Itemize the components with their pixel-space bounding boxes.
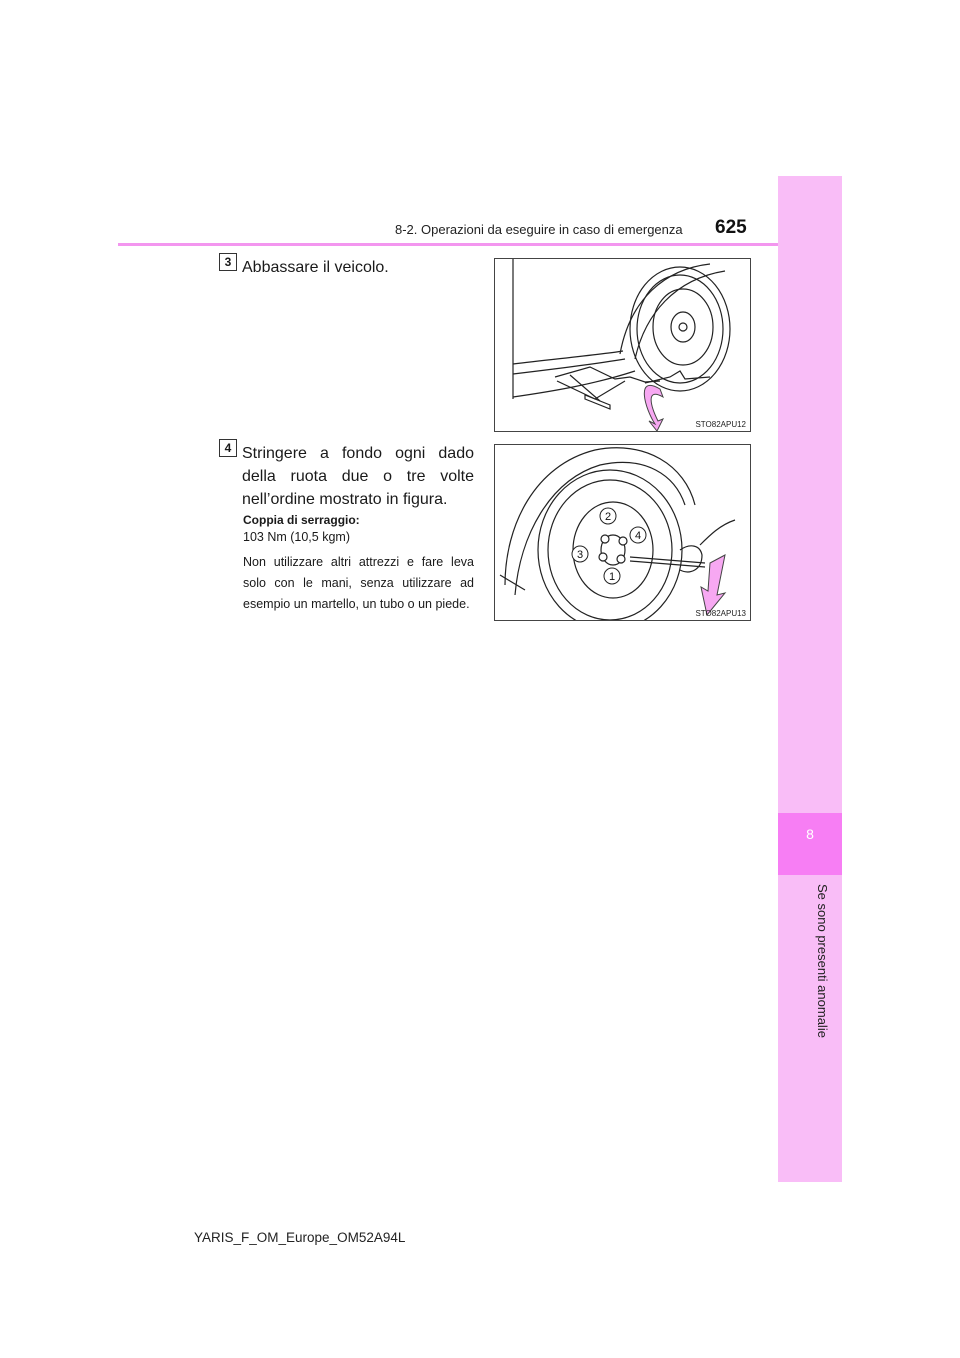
- page-number: 625: [715, 217, 747, 238]
- callout-1: 1: [608, 571, 616, 583]
- chapter-number: 8: [806, 826, 814, 842]
- downward-arrow-icon: [701, 555, 725, 615]
- chapter-label: Se sono presenti anomalie: [815, 884, 830, 1038]
- figure-tighten-nuts: [494, 444, 751, 621]
- callout-2: 2: [604, 511, 612, 523]
- figure-lower-vehicle: [494, 258, 751, 432]
- figure-code: STO82APU12: [695, 420, 746, 429]
- figure-code: STO82APU13: [695, 609, 746, 618]
- torque-value: 103 Nm (10,5 kgm): [243, 530, 350, 544]
- document-id: YARIS_F_OM_Europe_OM52A94L: [194, 1230, 406, 1245]
- wheel-nuts-illustration: [495, 445, 750, 620]
- step-number-4: 4: [219, 439, 237, 457]
- chapter-tab-active[interactable]: [778, 813, 842, 875]
- header-rule: [118, 243, 778, 246]
- step-number-3: 3: [219, 253, 237, 271]
- torque-label: Coppia di serraggio:: [243, 513, 360, 527]
- callout-3: 3: [576, 549, 584, 561]
- step-4-text: Stringere a fondo ogni dado della ruota due o tre volte nell’ordine mostrato in figura.: [242, 445, 474, 508]
- chapter-side-tab: [778, 176, 842, 1182]
- callout-4: 4: [634, 530, 642, 542]
- step-3-text: Abbassare il veicolo.: [242, 259, 389, 276]
- jack-illustration: [495, 259, 750, 431]
- step-4-note: Non utilizzare altri attrezzi e fare leva solo con le mani, senza utilizzare ad esempio un martello, un tubo o un piede.: [243, 555, 474, 611]
- section-title: 8-2. Operazioni da eseguire in caso di emergenza: [395, 222, 683, 237]
- rotation-arrow-icon: [644, 385, 663, 431]
